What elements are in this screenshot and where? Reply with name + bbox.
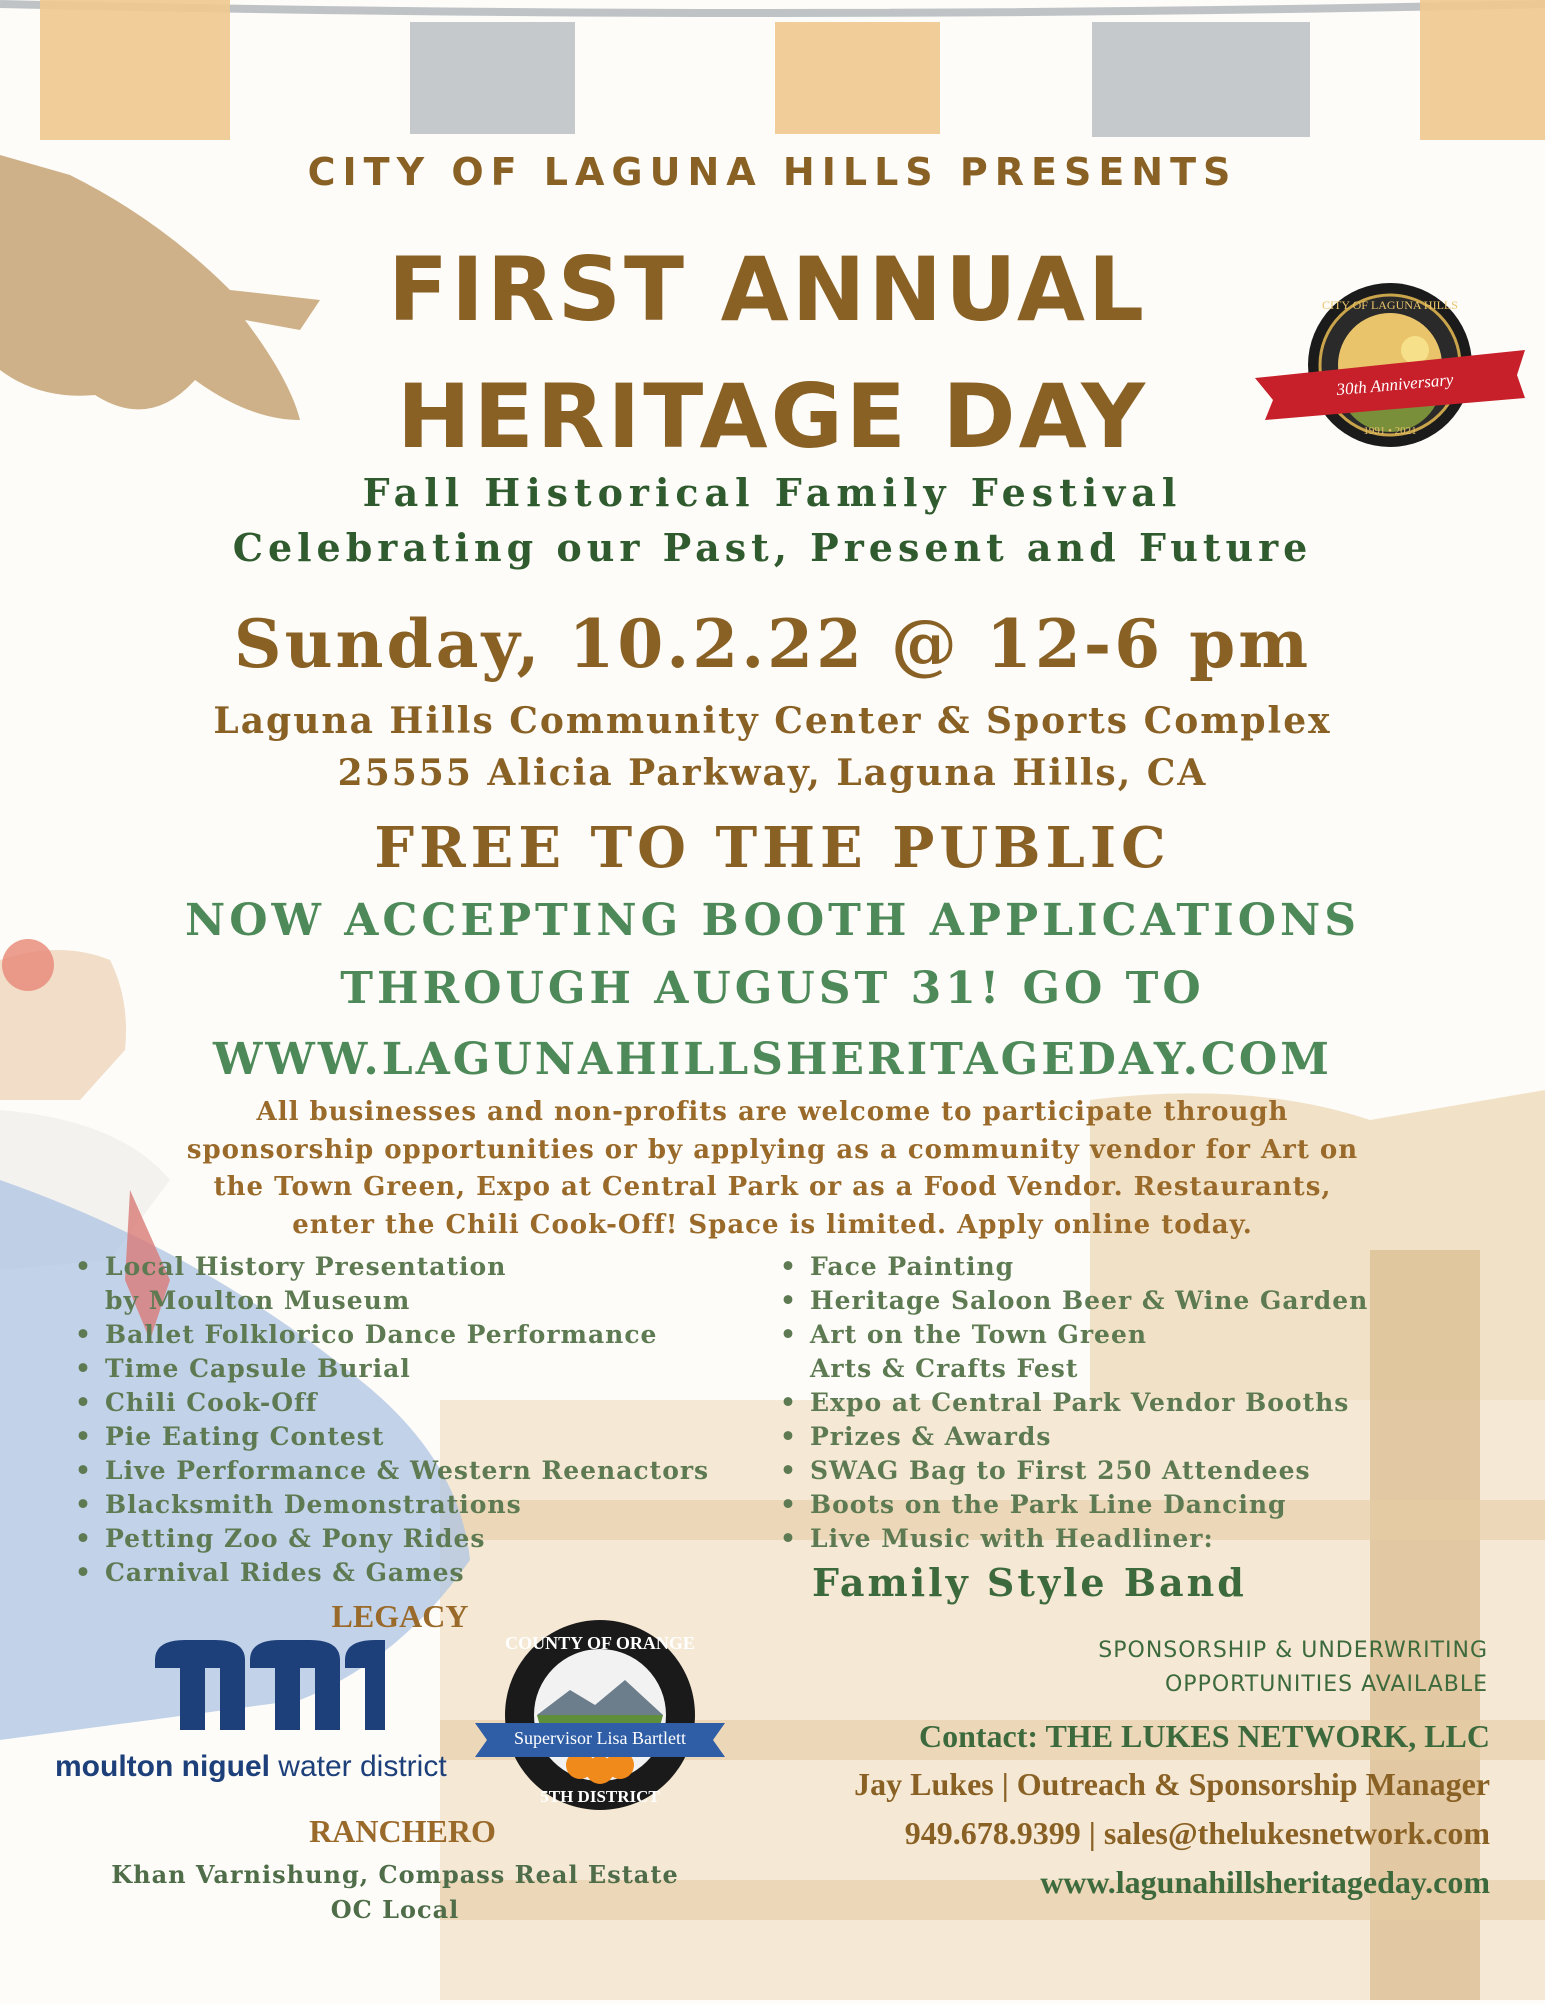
mnwd-name-bold: moulton niguel <box>55 1750 270 1783</box>
description-line4: enter the Chili Cook-Off! Space is limited. Apply online today. <box>292 1210 1253 1240</box>
sponsorship-note-line2: OPPORTUNITIES AVAILABLE <box>1164 1672 1488 1697</box>
list-item: • Ballet Folklorico Dance Performance <box>75 1320 658 1349</box>
list-item: • Prizes & Awards <box>780 1422 1052 1451</box>
list-item: • Live Performance & Western Reenactors <box>75 1456 710 1485</box>
description-line1: All businesses and non-profits are welcome to participate through <box>256 1097 1289 1127</box>
list-item: • Carnival Rides & Games <box>75 1558 465 1587</box>
event-title-line1: FIRST ANNUAL <box>388 238 1147 341</box>
seal-ribbon-text: 30th Anniversary <box>1335 369 1455 400</box>
booth-line1: NOW ACCEPTING BOOTH APPLICATIONS <box>184 895 1361 946</box>
contact-person: Jay Lukes | Outreach & Sponsorship Manager <box>854 1766 1490 1802</box>
event-title-line2: HERITAGE DAY <box>397 365 1148 468</box>
mnwd-name-rest: water district <box>269 1750 447 1783</box>
ranchero-label: RANCHERO <box>309 1813 496 1849</box>
list-item: • Local History Presentation <box>75 1252 507 1281</box>
headliner-band: Family Style Band <box>812 1560 1247 1605</box>
subtitle-celebrating: Celebrating our Past, Present and Future <box>232 525 1313 570</box>
event-date: Sunday, 10.2.22 @ 12-6 pm <box>233 605 1312 683</box>
description-line2: sponsorship opportunities or by applying as a community vendor for Art on <box>186 1135 1359 1165</box>
event-venue: Laguna Hills Community Center & Sports Complex <box>213 700 1332 742</box>
ranchero-sponsor-line2: OC Local <box>330 1895 460 1924</box>
list-item: • Live Music with Headliner: <box>780 1524 1214 1553</box>
free-admission: FREE TO THE PUBLIC <box>374 815 1171 881</box>
list-item: by Moulton Museum <box>105 1286 411 1315</box>
description-line3: the Town Green, Expo at Central Park or as a Food Vendor. Restaurants, <box>213 1172 1332 1202</box>
seal-years-text: 1991 • 2021 <box>1363 425 1417 437</box>
booth-line2: THROUGH AUGUST 31! GO TO <box>340 963 1205 1014</box>
mnwd-logo <box>55 1640 465 1783</box>
ranchero-sponsor-line1: Khan Varnishung, Compass Real Estate <box>111 1860 679 1889</box>
county-bottom-text: 5TH DISTRICT <box>540 1787 660 1806</box>
list-item: • Boots on the Park Line Dancing <box>780 1490 1287 1519</box>
features-right-list <box>780 1250 1368 1556</box>
booth-website-link[interactable]: WWW.LAGUNAHILLSHERITAGEDAY.COM <box>213 1034 1332 1085</box>
list-item: • Art on the Town Green <box>780 1320 1148 1349</box>
county-top-text: COUNTY OF ORANGE <box>505 1633 695 1653</box>
list-item: • Heritage Saloon Beer & Wine Garden <box>780 1286 1369 1315</box>
city-seal-logo <box>1255 280 1525 450</box>
list-item: • Face Painting <box>780 1252 1015 1281</box>
features-left-list <box>75 1250 709 1590</box>
county-ribbon-text: Supervisor Lisa Bartlett <box>514 1728 686 1748</box>
county-of-orange-seal <box>475 1615 725 1815</box>
contact-phone-email[interactable]: 949.678.9399 | sales@thelukesnetwork.com <box>904 1815 1490 1851</box>
contact-website-link[interactable]: www.lagunahillsheritageday.com <box>1040 1864 1490 1900</box>
event-address: 25555 Alicia Parkway, Laguna Hills, CA <box>337 752 1208 794</box>
sponsorship-note-line1: SPONSORSHIP & UNDERWRITING <box>1098 1638 1488 1663</box>
presents-line: CITY OF LAGUNA HILLS PRESENTS <box>307 150 1238 194</box>
seal-top-text: CITY OF LAGUNA HILLS <box>1322 298 1458 312</box>
list-item: • Pie Eating Contest <box>75 1422 385 1451</box>
subtitle-festival: Fall Historical Family Festival <box>362 470 1183 515</box>
list-item: • Time Capsule Burial <box>75 1354 411 1383</box>
list-item: • Petting Zoo & Pony Rides <box>75 1524 486 1553</box>
list-item: • Expo at Central Park Vendor Booths <box>780 1388 1350 1417</box>
mnwd-name <box>55 1750 465 1784</box>
list-item: • Chili Cook-Off <box>75 1388 318 1417</box>
contact-company: Contact: THE LUKES NETWORK, LLC <box>918 1718 1490 1754</box>
list-item: Arts & Crafts Fest <box>810 1354 1079 1383</box>
list-item: • SWAG Bag to First 250 Attendees <box>780 1456 1311 1485</box>
legacy-label: LEGACY <box>331 1598 469 1634</box>
list-item: • Blacksmith Demonstrations <box>75 1490 522 1519</box>
